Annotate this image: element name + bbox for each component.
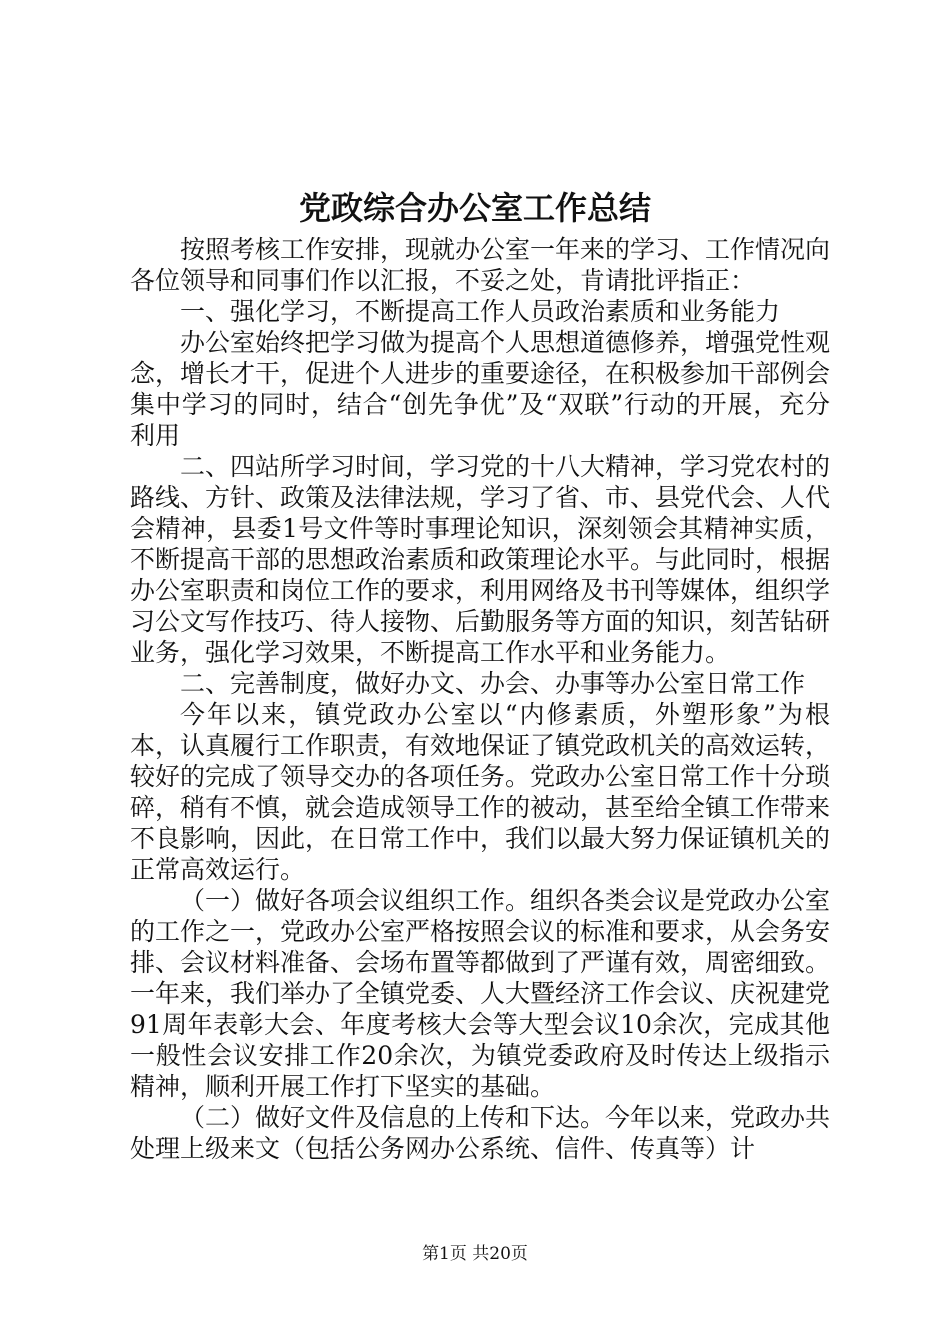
document-title: 党政综合办公室工作总结 — [298, 189, 651, 227]
page-footer: 第1页 共20页 — [422, 1244, 528, 1264]
section-heading-study: 一、强化学习，不断提高工作人员政治素质和业务能力 — [180, 297, 781, 326]
paragraph-study-details: 二、四站所学习时间，学习党的十八大精神，学习党农村的路线、方针、政策及法律法规，学习了省、市、县党代会、人代会精神，县委1号文件等时事理论知识，深刻领会其精神实质，不断提高干部的思想政治素质和政策理论水平。与此同时，根据办公室职责和岗位工作的要求，利用网络及书刊等媒体，组织学习公文写作技巧、待人接物、后勤服务等方面的知识，刻苦钻研业务，强化学习效果，不断提高工作水平和业务能力。 — [130, 452, 831, 667]
paragraph-daily-work: 今年以来，镇党政办公室以“内修素质，外塑形象”为根本，认真履行工作职责，有效地保证了镇党政机关的高效运转，较好的完成了领导交办的各项任务。党政办公室日常工作十分琐碎，稍有不慎，就会造成领导工作的被动，甚至给全镇工作带来不良影响，因此，在日常工作中，我们以最大努力保证镇机关的正常高效运行。 — [130, 700, 831, 884]
paragraph-intro: 按照考核工作安排，现就办公室一年来的学习、工作情况向各位领导和同事们作以汇报，不妥之处，肯请批评指正： — [130, 235, 831, 295]
paragraph-meetings: （一）做好各项会议组织工作。组织各类会议是党政办公室的工作之一，党政办公室严格按照会议的标准和要求，从会务安排、会议材料准备、会场布置等都做到了严谨有效，周密细致。一年来，我们举办了全镇党委、人大暨经济工作会议、庆祝建党91周年表彰大会、年度考核大会等大型会议10余次，完成其他一般性会议安排工作20余次，为镇党委政府及时传达上级指示精神，顺利开展工作打下坚实的基础。 — [130, 886, 831, 1101]
paragraph-study: 办公室始终把学习做为提高个人思想道德修养，增强党性观念，增长才干，促进个人进步的重要途径，在积极参加干部例会集中学习的同时，结合“创先争优”及“双联”行动的开展，充分利用 — [130, 328, 831, 450]
document-body — [130, 234, 830, 1164]
section-heading-system: 二、完善制度，做好办文、办会、办事等办公室日常工作 — [180, 669, 806, 698]
paragraph-documents: （二）做好文件及信息的上传和下达。今年以来，党政办共处理上级来文（包括公务网办公系统、信件、传真等）计 — [130, 1103, 831, 1163]
